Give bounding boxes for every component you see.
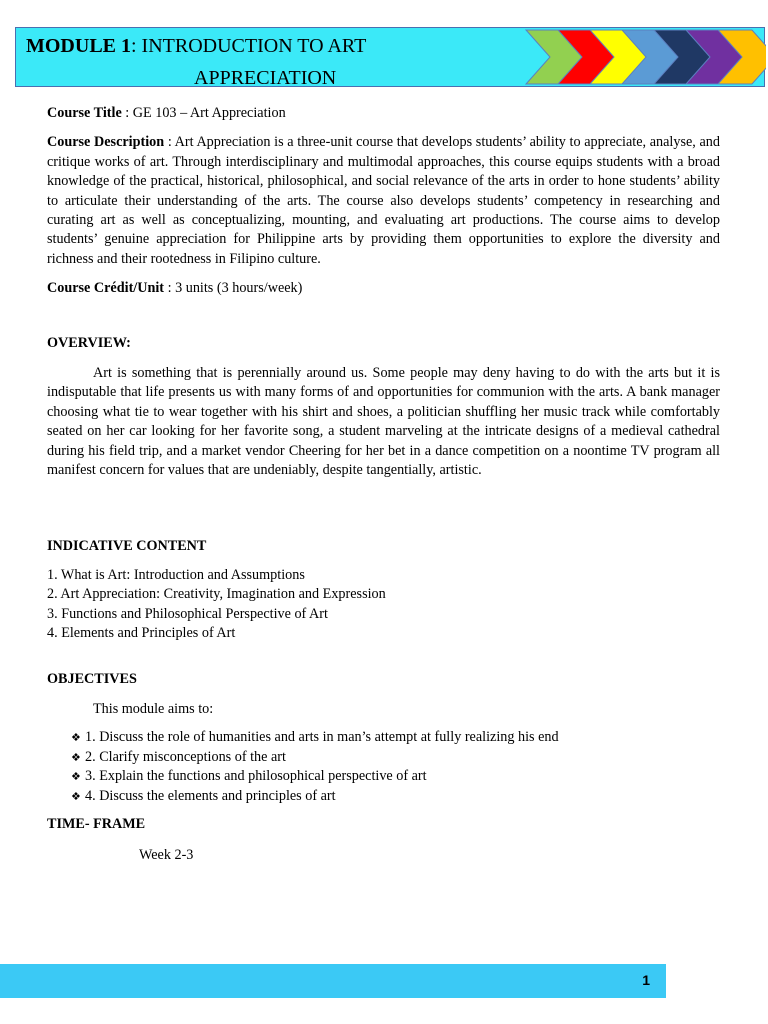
diamond-bullet-icon: ❖ [71,770,81,784]
indicative-content-list [47,566,720,644]
decorative-chevrons [508,28,766,86]
diamond-bullet-icon: ❖ [71,789,81,803]
list-item: 2. Art Appreciation: Creativity, Imagination and Expression [47,586,386,603]
module-label: MODULE 1 [26,35,131,57]
indicative-content-heading: INDICATIVE CONTENT [47,538,207,554]
objective-text: 4. Discuss the elements and principles of art [85,787,336,804]
list-item [47,728,720,747]
time-frame-value: Week 2-3 [139,847,194,863]
overview-heading: OVERVIEW: [47,335,131,351]
course-description-text: : Art Appreciation is a three-unit course that develops students’ ability to appreciate, analyse, and critique works of art. Through interdisciplinary and multimodal approaches, this course equips students with a broad knowledge of the practical, historical, philosophical, and social relevance of the arts in order to hone students’ ability to articulate their understanding of the arts. The course also develops students’ competency in researching and curating art as well as conceptualizing, mounting, and evaluating art productions. The course aims to develop students’ genuine appreciation for Philippine arts by providing them opportunities to explore the diversity and richness and their rootedness in Filipino culture. [47,134,720,267]
objectives-intro: This module aims to: [93,701,214,717]
objectives-section [47,700,720,806]
course-credit-line [47,279,720,298]
objective-text: 2. Clarify misconceptions of the art [85,748,286,765]
module-title-line1: : INTRODUCTION TO ART [131,35,367,57]
objective-text: 1. Discuss the role of humanities and arts in man’s attempt at fully realizing his end [85,729,559,746]
list-item: 1. What is Art: Introduction and Assumptions [47,567,305,583]
module-header-banner [15,27,765,87]
module-title-line2: APPRECIATION [194,67,337,89]
objectives-list [47,728,720,806]
course-description-label: Course Description [47,134,165,151]
course-title-line [47,104,720,123]
overview-section [47,364,720,480]
course-title-value: : GE 103 – Art Appreciation [121,105,286,121]
course-description [47,133,720,269]
objectives-heading: OBJECTIVES [47,671,137,687]
page-number: 1 [642,972,650,988]
course-credit-label: Course Crédit/Unit [47,280,165,297]
time-frame-heading: TIME- FRAME [47,816,146,832]
course-credit-value: : 3 units (3 hours/week) [164,280,303,297]
list-item [47,787,720,806]
course-title-label: Course Title [47,105,122,121]
list-item [47,767,720,786]
diamond-bullet-icon: ❖ [71,750,81,764]
objective-text: 3. Explain the functions and philosophical perspective of art [85,768,427,785]
diamond-bullet-icon: ❖ [71,731,81,745]
indicative-content-section [47,566,720,644]
module-title [26,30,506,94]
list-item: 3. Functions and Philosophical Perspective of Art [47,605,328,622]
overview-text: Art is something that is perennially around us. Some people may deny having to do with the arts but it is indisputable that life presents us with many forms of and opportunities for communion with the arts. A bank manager choosing what tie to wear together with his shirt and shoes, a politician shuffling her music track while comfortably seated on her car looking for her favorite song, a student marveling at the intricate designs of a medieval cathedral during his field trip, and a market vendor Cheering for her bet in a dance competition on a noontime TV program all manifest concern for values that are undeniably, despite tangentially, artistic. [47,365,720,479]
list-item: 4. Elements and Principles of Art [47,625,236,642]
list-item [47,748,720,767]
page-footer-bar [0,964,666,998]
course-info [47,104,720,299]
